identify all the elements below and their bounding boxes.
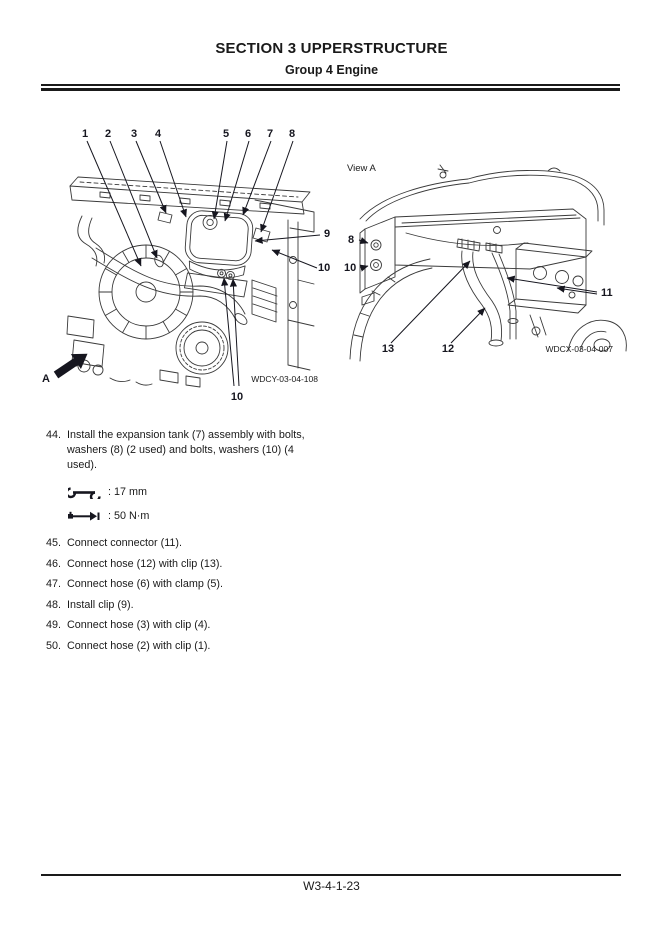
header-rule-thick [41,88,620,91]
view-a-drawing [340,155,630,365]
torque-value: : 50 N·m [108,510,150,522]
callout-6: 6 [244,128,252,140]
step-text: Install the expansion tank (7) assembly with bolts, washers (8) (2 used) and bolts, washers (10) (4 used). [67,429,305,471]
step-number: 45. [46,537,62,549]
callout-10-bottom: 10 [230,391,244,403]
torque-wrench-icon [68,510,102,523]
step-text: Connect hose (2) with clip (1). [67,639,211,652]
hoses [457,239,518,346]
mounting-bracket [360,217,395,305]
callout-1: 1 [81,128,89,140]
reservoir-box [508,243,592,313]
step-number: 44. [46,429,62,441]
expansion-tank [182,210,254,297]
wrench-size-value: : 17 mm [108,486,147,498]
step-44 [46,428,356,473]
torque-spec-row [68,510,356,523]
step-49 [46,618,356,633]
view-a-line-art [350,165,626,361]
page-number: W3-4-1-23 [303,879,360,893]
step-text: Connect hose (12) with clip (13). [67,557,223,570]
pulley [176,322,228,374]
step-number: 46. [46,557,62,570]
callout-11: 11 [601,287,613,299]
header-rule-thin [41,84,620,86]
callout-13: 13 [381,343,395,355]
engine-overview-drawing [40,120,340,405]
group-title: Group 4 Engine [284,63,379,77]
figure-code-left: WDCY-03-04-108 [251,374,318,384]
step-text: Connect hose (3) with clip (4). [67,619,211,631]
step-47 [46,577,356,592]
step-number: 47. [46,578,62,590]
figure-engine-overview [40,120,340,405]
callout-12: 12 [441,343,455,355]
callout-4: 4 [154,128,162,140]
step-50 [46,639,356,654]
view-a-arrow-label: A [42,373,50,385]
figure-code-right: WDCX-03-04-007 [545,344,613,354]
right-frame-member [288,220,314,370]
ribbed-duct [252,280,277,322]
callout-9: 9 [324,228,331,240]
callout-10-right: 10 [318,262,331,274]
figure-view-a [340,155,630,365]
step-text: Connect hose (6) with clamp (5). [67,578,224,590]
view-a-title: View A [347,163,376,174]
step-text: Install clip (9). [67,598,134,611]
fan-spokes [99,245,193,339]
wrench-icon [68,486,102,499]
footer-rule [41,874,621,876]
wrench-spec-row [68,486,356,499]
callout-8: 8 [288,128,296,140]
step-number: 50. [46,639,62,652]
step-number: 49. [46,619,62,631]
callout-7: 7 [266,128,274,140]
section-title: SECTION 3 UPPERSTRUCTURE [215,40,448,57]
callout-5: 5 [222,128,230,140]
step-text: Connect connector (11). [67,537,183,549]
callout-2: 2 [104,128,112,140]
step-48 [46,598,356,613]
instruction-list [46,428,356,659]
callout-8-view: 8 [348,234,355,246]
spec-block [68,486,356,523]
callout-10-view: 10 [344,262,357,274]
callout-3: 3 [130,128,138,140]
engine-line-art [67,177,314,387]
step-number: 48. [46,598,62,611]
step-46 [46,557,356,572]
fan-shroud [99,245,193,339]
step-45 [46,536,356,551]
